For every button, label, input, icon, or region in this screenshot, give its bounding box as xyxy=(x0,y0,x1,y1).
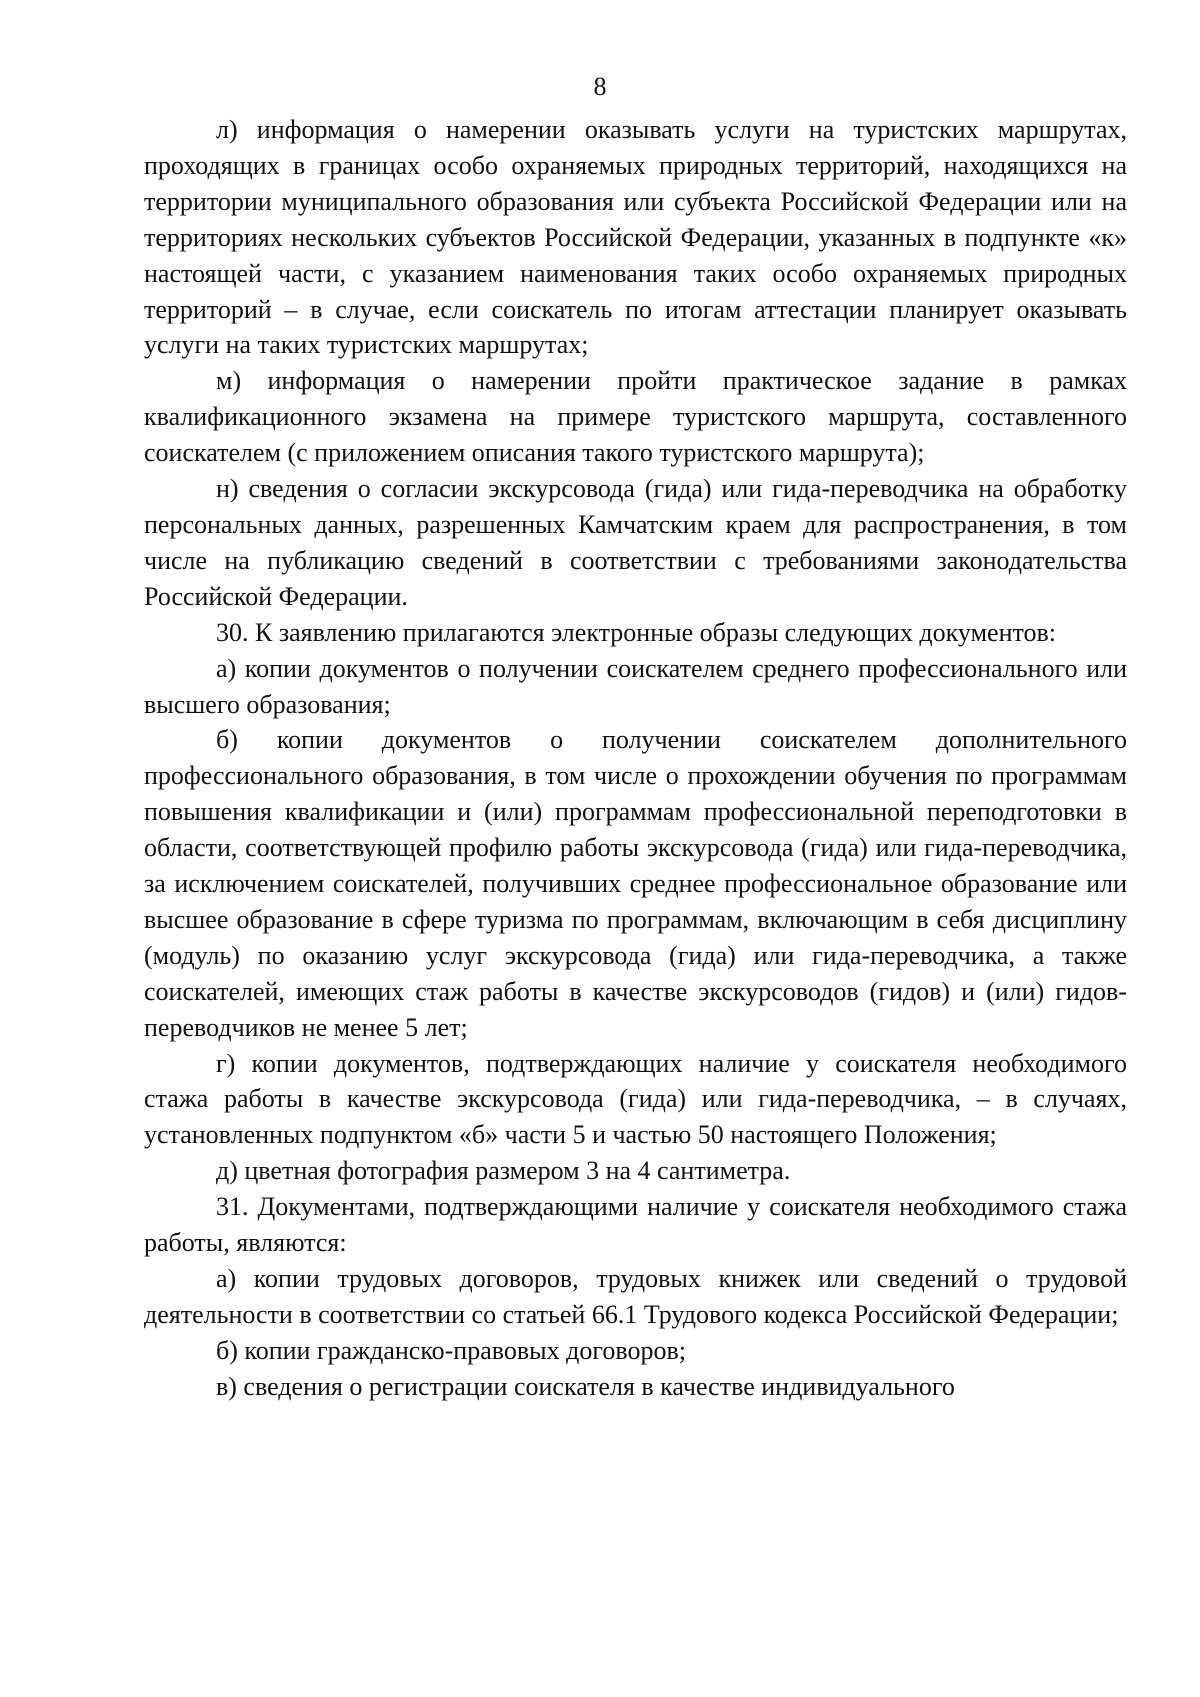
paragraph-31: 31. Документами, подтверждающими наличие у соискателя необходимого стажа работы, являются: xyxy=(144,1192,1127,1258)
paragraph-m: м) информация о намерении пройти практическое задание в рамках квалификационного экзамена на примере туристского маршрута, составленного соискателем (с приложением описания такого туристского маршрута); xyxy=(144,366,1127,468)
paragraph-30: 30. К заявлению прилагаются электронные образы следующих документов: xyxy=(216,617,1057,647)
paragraph-30-g: г) копии документов, подтверждающих наличие у соискателя необходимого стажа работы в качестве экскурсовода (гида) или гида-переводчика, – в случаях, установленных подпунктом «б» части 5 и частью 50 настоящего Положения; xyxy=(144,1048,1127,1150)
paragraph-31-b: б) копии гражданско-правовых договоров; xyxy=(216,1335,686,1365)
paragraph-31-a: а) копии трудовых договоров, трудовых книжек или сведений о трудовой деятельности в соответствии со статьей 66.1 Трудового кодекса Российской Федерации; xyxy=(144,1264,1127,1329)
paragraph-l: л) информация о намерении оказывать услуги на туристских маршрутах, проходящих в границах особо охраняемых природных территорий, находящихся на территории муниципального образования или субъекта Российской Федерации или на территориях нескольких субъектов Российской Федерации, указанных в подпункте «к» настоящей части, с указанием наименования таких особо охраняемых природных территорий – в случае, если соискатель по итогам аттестации планирует оказывать услуги на таких туристских маршрутах; xyxy=(144,115,1127,360)
paragraph-30-b: б) копии документов о получении соискателем дополнительного профессионального образования, в том числе о прохождении обучения по программам повышения квалификации и (или) программам профессиональной переподготовки в области, соответствующей профилю работы экскурсовода (гида) или гида-переводчика, за исключением соискателей, получивших среднее профессиональное образование или высшее образование в сфере туризма по программам, включающим в себя дисциплину (модуль) по оказанию услуг экскурсовода (гида) или гида-переводчика, а также соискателей, имеющих стаж работы в качестве экскурсоводов (гидов) и (или) гидов-переводчиков не менее 5 лет; xyxy=(144,725,1127,1042)
document-body xyxy=(144,112,1127,1405)
page-number: 8 xyxy=(593,72,607,101)
paragraph-30-a: а) копии документов о получении соискателем среднего профессионального или высшего образования; xyxy=(144,653,1127,719)
paragraph-31-v: в) сведения о регистрации соискателя в качестве индивидуального xyxy=(216,1371,955,1401)
paragraph-n: н) сведения о согласии экскурсовода (гида) или гида-переводчика на обработку персональных данных, разрешенных Камчатским краем для распространения, в том числе на публикацию сведений в соответствии с требованиями законодательства Российской Федерации. xyxy=(144,474,1127,611)
paragraph-30-d: д) цветная фотография размером 3 на 4 сантиметра. xyxy=(216,1156,791,1186)
